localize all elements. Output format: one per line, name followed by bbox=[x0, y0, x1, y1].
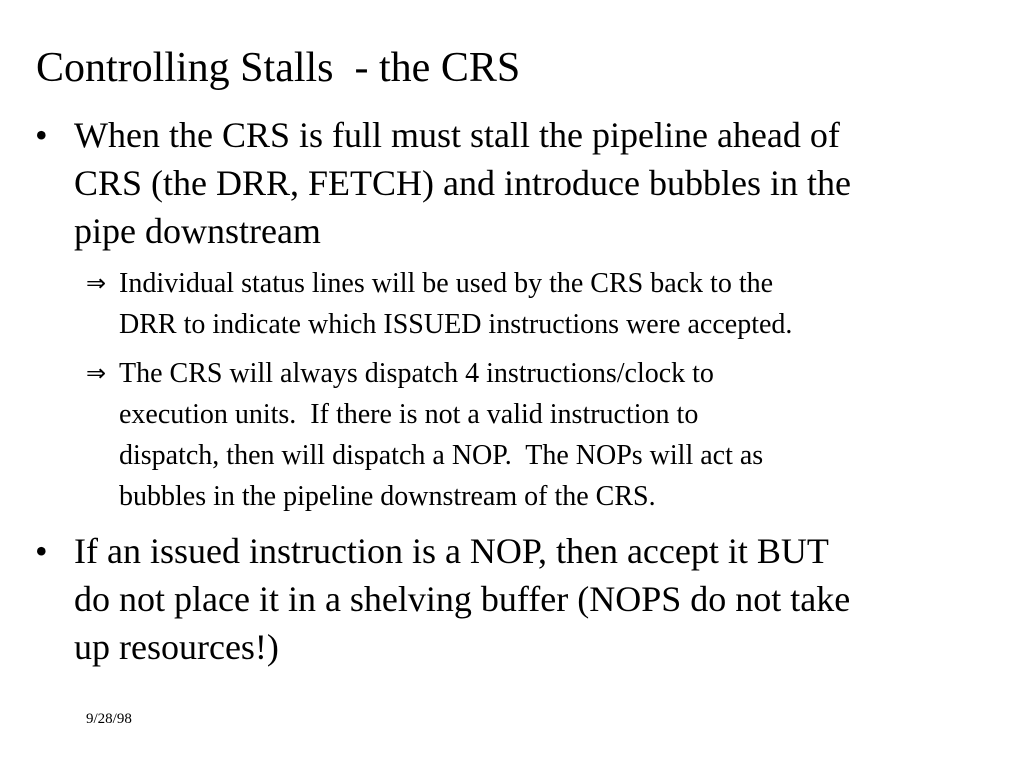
footer-date: 9/28/98 bbox=[86, 711, 132, 727]
sub-bullet-line: execution units. If there is not a valid instruction to bbox=[119, 399, 699, 430]
bullet-line: up resources!) bbox=[74, 627, 279, 667]
sub-bullet-text bbox=[119, 263, 959, 345]
double-arrow-icon: ⇒ bbox=[86, 359, 107, 387]
bullet-dot-icon: • bbox=[35, 115, 48, 155]
double-arrow-icon: ⇒ bbox=[86, 269, 107, 297]
sub-bullet-line: dispatch, then will dispatch a NOP. The NOPs will act as bbox=[119, 440, 764, 471]
bullet-line: CRS (the DRR, FETCH) and introduce bubbles in the bbox=[74, 163, 851, 203]
sub-bullet-line: The CRS will always dispatch 4 instructions/clock to bbox=[119, 358, 714, 389]
bullet-line: pipe downstream bbox=[74, 211, 321, 251]
sub-bullet-line: bubbles in the pipeline downstream of the CRS. bbox=[119, 481, 656, 512]
slide-title: Controlling Stalls - the CRS bbox=[36, 45, 521, 91]
bullet-text bbox=[74, 111, 974, 255]
bullet-dot-icon: • bbox=[35, 531, 48, 571]
bullet-line: If an issued instruction is a NOP, then accept it BUT bbox=[74, 531, 829, 571]
sub-bullet-line: Individual status lines will be used by the CRS back to the bbox=[119, 268, 774, 299]
sub-bullet-line: DRR to indicate which ISSUED instructions were accepted. bbox=[119, 309, 793, 340]
sub-bullet-text bbox=[119, 353, 959, 517]
bullet-line: When the CRS is full must stall the pipeline ahead of bbox=[74, 115, 840, 155]
bullet-line: do not place it in a shelving buffer (NOPS do not take bbox=[74, 579, 851, 619]
bullet-text bbox=[74, 527, 974, 671]
